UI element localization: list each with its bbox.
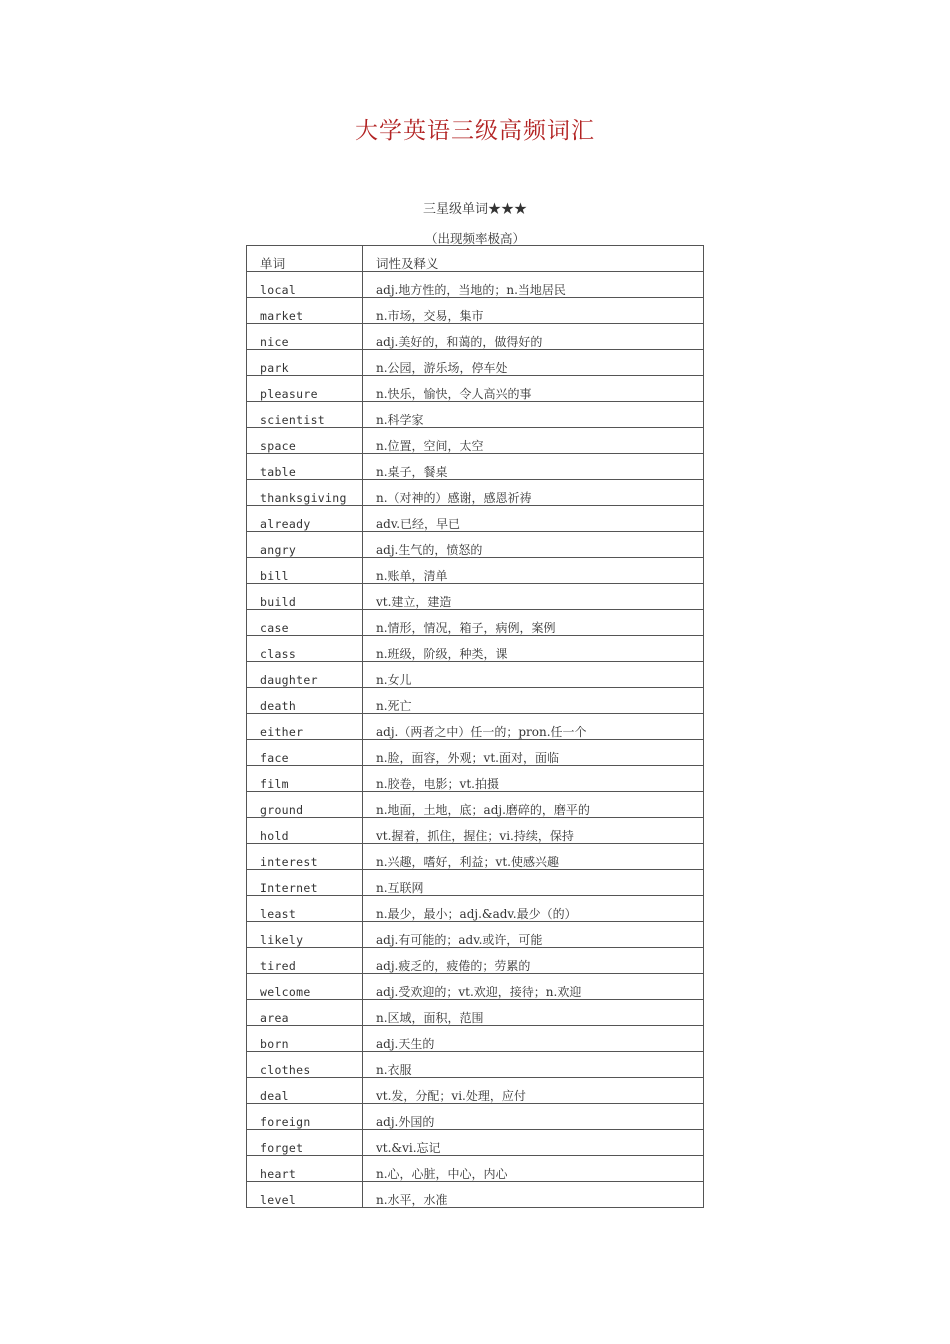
definition-cell: n.桌子，餐桌: [363, 454, 704, 480]
word-cell: already: [247, 506, 363, 532]
word-cell: hold: [247, 818, 363, 844]
definition-cell: n.脸，面容，外观；vt.面对，面临: [363, 740, 704, 766]
section-title: 三星级单词★★★: [422, 202, 527, 217]
table-row: [247, 1078, 704, 1104]
page-title: 大学英语三级高频词汇: [355, 118, 595, 144]
word-cell: likely: [247, 922, 363, 948]
table-row: [247, 480, 704, 506]
definition-cell: adj.疲乏的，疲倦的；劳累的: [363, 948, 704, 974]
table-row: [247, 402, 704, 428]
table-row: [247, 844, 704, 870]
word-cell: area: [247, 1000, 363, 1026]
table-row: [247, 350, 704, 376]
table-row: [247, 454, 704, 480]
word-cell: death: [247, 688, 363, 714]
word-cell: case: [247, 610, 363, 636]
table-row: [247, 922, 704, 948]
definition-cell: adv.已经，早已: [363, 506, 704, 532]
definition-cell: adj.受欢迎的；vt.欢迎，接待；n.欢迎: [363, 974, 704, 1000]
word-cell: build: [247, 584, 363, 610]
word-cell: thanksgiving: [247, 480, 363, 506]
definition-cell: n.班级，阶级，种类，课: [363, 636, 704, 662]
definition-cell: vt.建立，建造: [363, 584, 704, 610]
definition-cell: n.兴趣，嗜好，利益；vt.使感兴趣: [363, 844, 704, 870]
definition-cell: n.位置，空间，太空: [363, 428, 704, 454]
word-cell: Internet: [247, 870, 363, 896]
definition-cell: n.心，心脏，中心，内心: [363, 1156, 704, 1182]
table-row: [247, 636, 704, 662]
table-row: [247, 428, 704, 454]
table-row: [247, 896, 704, 922]
section-subtitle: （出现频率极高）: [424, 231, 525, 246]
table-row: [247, 1156, 704, 1182]
word-cell: local: [247, 272, 363, 298]
definition-cell: n.公园，游乐场，停车处: [363, 350, 704, 376]
definition-cell: n.地面，土地，底；adj.磨碎的，磨平的: [363, 792, 704, 818]
table-row: [247, 792, 704, 818]
word-cell: clothes: [247, 1052, 363, 1078]
table-row: [247, 506, 704, 532]
definition-cell: n.女儿: [363, 662, 704, 688]
table-row: [247, 324, 704, 350]
word-cell: park: [247, 350, 363, 376]
table-row: [247, 376, 704, 402]
table-row: [247, 1182, 704, 1208]
table-row: [247, 610, 704, 636]
word-cell: forget: [247, 1130, 363, 1156]
word-cell: foreign: [247, 1104, 363, 1130]
table-row: [247, 1130, 704, 1156]
table-row: [247, 766, 704, 792]
definition-cell: n.情形，情况，箱子，病例，案例: [363, 610, 704, 636]
table-row: [247, 870, 704, 896]
definition-cell: adj.生气的，愤怒的: [363, 532, 704, 558]
definition-cell: n.科学家: [363, 402, 704, 428]
word-cell: either: [247, 714, 363, 740]
definition-cell: n.水平，水准: [363, 1182, 704, 1208]
definition-cell: n.最少，最小；adj.&adv.最少（的）: [363, 896, 704, 922]
definition-cell: n.快乐，愉快，令人高兴的事: [363, 376, 704, 402]
word-cell: table: [247, 454, 363, 480]
table-row: [247, 714, 704, 740]
table-row: [247, 298, 704, 324]
definition-cell: n.市场，交易，集市: [363, 298, 704, 324]
word-cell: level: [247, 1182, 363, 1208]
word-cell: scientist: [247, 402, 363, 428]
definition-cell: n.死亡: [363, 688, 704, 714]
definition-cell: n.区域，面积，范围: [363, 1000, 704, 1026]
definition-cell: adj.天生的: [363, 1026, 704, 1052]
table-row: [247, 974, 704, 1000]
definition-cell: adj.外国的: [363, 1104, 704, 1130]
definition-cell: vt.&vi.忘记: [363, 1130, 704, 1156]
word-cell: pleasure: [247, 376, 363, 402]
word-cell: interest: [247, 844, 363, 870]
word-cell: heart: [247, 1156, 363, 1182]
header-word: 单词: [247, 246, 363, 272]
word-cell: daughter: [247, 662, 363, 688]
table-row: [247, 948, 704, 974]
definition-cell: n.账单，清单: [363, 558, 704, 584]
table-row: [247, 688, 704, 714]
word-cell: film: [247, 766, 363, 792]
word-cell: ground: [247, 792, 363, 818]
word-cell: bill: [247, 558, 363, 584]
vocab-table: [246, 245, 704, 1208]
definition-cell: vt.握着，抓住，握住；vi.持续，保持: [363, 818, 704, 844]
table-row: [247, 818, 704, 844]
table-row: [247, 740, 704, 766]
table-row: [247, 532, 704, 558]
word-cell: space: [247, 428, 363, 454]
definition-cell: n.衣服: [363, 1052, 704, 1078]
word-cell: market: [247, 298, 363, 324]
word-cell: face: [247, 740, 363, 766]
table-row: [247, 1026, 704, 1052]
table-row: [247, 662, 704, 688]
word-cell: nice: [247, 324, 363, 350]
definition-cell: n.（对神的）感谢，感恩祈祷: [363, 480, 704, 506]
word-cell: least: [247, 896, 363, 922]
table-header-row: [247, 246, 704, 272]
word-cell: deal: [247, 1078, 363, 1104]
table-row: [247, 584, 704, 610]
word-cell: tired: [247, 948, 363, 974]
definition-cell: adj.（两者之中）任一的；pron.任一个: [363, 714, 704, 740]
definition-cell: adj.地方性的，当地的；n.当地居民: [363, 272, 704, 298]
definition-cell: n.互联网: [363, 870, 704, 896]
definition-cell: n.胶卷，电影；vt.拍摄: [363, 766, 704, 792]
table-row: [247, 1052, 704, 1078]
word-cell: born: [247, 1026, 363, 1052]
definition-cell: adj.美好的，和蔼的，做得好的: [363, 324, 704, 350]
word-cell: angry: [247, 532, 363, 558]
table-row: [247, 558, 704, 584]
table-row: [247, 1104, 704, 1130]
definition-cell: adj.有可能的；adv.或许，可能: [363, 922, 704, 948]
word-cell: welcome: [247, 974, 363, 1000]
word-cell: class: [247, 636, 363, 662]
table-row: [247, 1000, 704, 1026]
definition-cell: vt.发，分配；vi.处理，应付: [363, 1078, 704, 1104]
header-definition: 词性及释义: [363, 246, 704, 272]
table-row: [247, 272, 704, 298]
